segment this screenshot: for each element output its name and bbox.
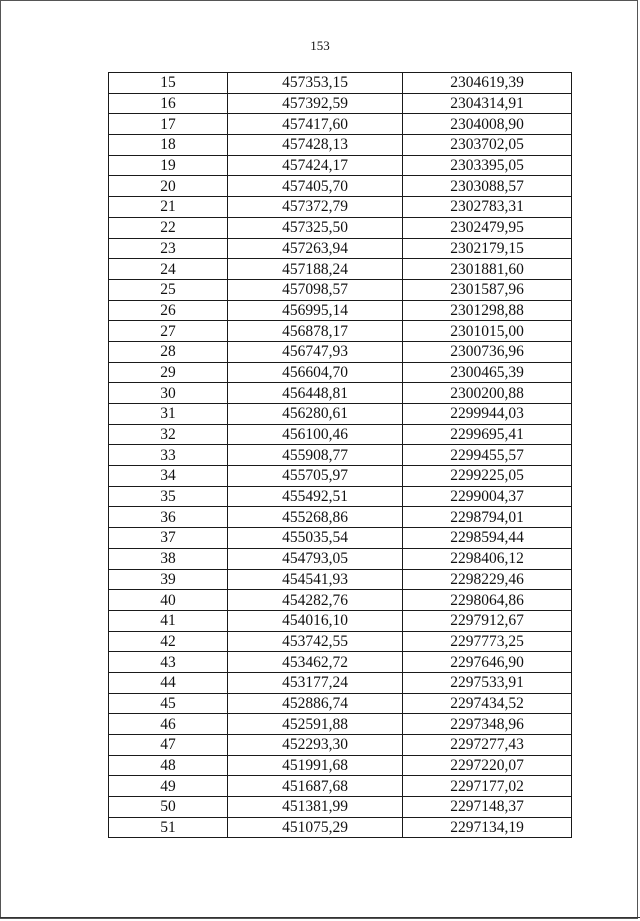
point-number-cell: 38 [109,548,228,569]
x-coordinate-cell: 452886,74 [228,693,403,714]
y-coordinate-cell: 2303088,57 [403,176,572,197]
point-number-cell: 26 [109,300,228,321]
table-row [109,404,572,425]
y-coordinate-cell: 2298406,12 [403,548,572,569]
table-row [109,114,572,135]
point-number-cell: 31 [109,404,228,425]
table-row [109,445,572,466]
x-coordinate-cell: 453462,72 [228,652,403,673]
y-coordinate-cell: 2297220,07 [403,755,572,776]
y-coordinate-cell: 2298594,44 [403,528,572,549]
point-number-cell: 36 [109,507,228,528]
point-number-cell: 50 [109,797,228,818]
point-number-cell: 44 [109,672,228,693]
point-number-cell: 34 [109,466,228,487]
x-coordinate-cell: 454541,93 [228,569,403,590]
table-row [109,321,572,342]
table-row [109,300,572,321]
x-coordinate-cell: 457263,94 [228,238,403,259]
y-coordinate-cell: 2297773,25 [403,631,572,652]
y-coordinate-cell: 2299455,57 [403,445,572,466]
point-number-cell: 40 [109,590,228,611]
y-coordinate-cell: 2299225,05 [403,466,572,487]
page-bottom-line [0,917,640,918]
point-number-cell: 15 [109,73,228,94]
table-row [109,279,572,300]
x-coordinate-cell: 451381,99 [228,797,403,818]
y-coordinate-cell: 2301015,00 [403,321,572,342]
y-coordinate-cell: 2303395,05 [403,155,572,176]
x-coordinate-cell: 457392,59 [228,93,403,114]
point-number-cell: 25 [109,279,228,300]
y-coordinate-cell: 2304619,39 [403,73,572,94]
x-coordinate-cell: 455268,86 [228,507,403,528]
point-number-cell: 30 [109,383,228,404]
x-coordinate-cell: 456100,46 [228,424,403,445]
x-coordinate-cell: 453177,24 [228,672,403,693]
y-coordinate-cell: 2302479,95 [403,217,572,238]
y-coordinate-cell: 2302179,15 [403,238,572,259]
x-coordinate-cell: 457325,50 [228,217,403,238]
y-coordinate-cell: 2297277,43 [403,735,572,756]
table-row [109,259,572,280]
y-coordinate-cell: 2297148,37 [403,797,572,818]
x-coordinate-cell: 452293,30 [228,735,403,756]
table-row [109,155,572,176]
x-coordinate-cell: 451687,68 [228,776,403,797]
y-coordinate-cell: 2300736,96 [403,341,572,362]
point-number-cell: 20 [109,176,228,197]
point-number-cell: 42 [109,631,228,652]
y-coordinate-cell: 2297177,02 [403,776,572,797]
x-coordinate-cell: 454282,76 [228,590,403,611]
x-coordinate-cell: 457417,60 [228,114,403,135]
table-row [109,466,572,487]
y-coordinate-cell: 2301587,96 [403,279,572,300]
x-coordinate-cell: 453742,55 [228,631,403,652]
table-row [109,755,572,776]
table-row [109,652,572,673]
y-coordinate-cell: 2297646,90 [403,652,572,673]
y-coordinate-cell: 2298229,46 [403,569,572,590]
y-coordinate-cell: 2301298,88 [403,300,572,321]
y-coordinate-cell: 2299695,41 [403,424,572,445]
x-coordinate-cell: 454016,10 [228,610,403,631]
y-coordinate-cell: 2297912,67 [403,610,572,631]
y-coordinate-cell: 2298794,01 [403,507,572,528]
x-coordinate-cell: 456280,61 [228,404,403,425]
table-row [109,817,572,838]
table-row [109,383,572,404]
table-row [109,672,572,693]
y-coordinate-cell: 2297134,19 [403,817,572,838]
table-row [109,590,572,611]
x-coordinate-cell: 456747,93 [228,341,403,362]
table-row [109,93,572,114]
page-number: 153 [310,38,330,53]
table-row [109,217,572,238]
point-number-cell: 27 [109,321,228,342]
point-number-cell: 47 [109,735,228,756]
point-number-cell: 46 [109,714,228,735]
y-coordinate-cell: 2300465,39 [403,362,572,383]
x-coordinate-cell: 455705,97 [228,466,403,487]
x-coordinate-cell: 455492,51 [228,486,403,507]
point-number-cell: 17 [109,114,228,135]
x-coordinate-cell: 457424,17 [228,155,403,176]
x-coordinate-cell: 452591,88 [228,714,403,735]
point-number-cell: 33 [109,445,228,466]
y-coordinate-cell: 2298064,86 [403,590,572,611]
y-coordinate-cell: 2304008,90 [403,114,572,135]
table-row [109,548,572,569]
x-coordinate-cell: 451991,68 [228,755,403,776]
x-coordinate-cell: 454793,05 [228,548,403,569]
point-number-cell: 28 [109,341,228,362]
y-coordinate-cell: 2303702,05 [403,135,572,156]
x-coordinate-cell: 457428,13 [228,135,403,156]
table-row [109,797,572,818]
table-row [109,528,572,549]
point-number-cell: 21 [109,197,228,218]
table-row [109,776,572,797]
table-row [109,362,572,383]
point-number-cell: 41 [109,610,228,631]
table-row [109,714,572,735]
y-coordinate-cell: 2302783,31 [403,197,572,218]
point-number-cell: 29 [109,362,228,383]
table-row [109,735,572,756]
point-number-cell: 37 [109,528,228,549]
point-number-cell: 35 [109,486,228,507]
table-row [109,73,572,94]
x-coordinate-cell: 456448,81 [228,383,403,404]
table-row [109,238,572,259]
point-number-cell: 23 [109,238,228,259]
table-row [109,507,572,528]
table-row [109,176,572,197]
table-row [109,197,572,218]
point-number-cell: 49 [109,776,228,797]
point-number-cell: 48 [109,755,228,776]
x-coordinate-cell: 457098,57 [228,279,403,300]
point-number-cell: 19 [109,155,228,176]
point-number-cell: 43 [109,652,228,673]
y-coordinate-cell: 2301881,60 [403,259,572,280]
table-row [109,486,572,507]
y-coordinate-cell: 2300200,88 [403,383,572,404]
x-coordinate-cell: 451075,29 [228,817,403,838]
y-coordinate-cell: 2297533,91 [403,672,572,693]
x-coordinate-cell: 455908,77 [228,445,403,466]
y-coordinate-cell: 2299004,37 [403,486,572,507]
table-row [109,341,572,362]
table-row [109,610,572,631]
y-coordinate-cell: 2304314,91 [403,93,572,114]
point-number-cell: 51 [109,817,228,838]
point-number-cell: 24 [109,259,228,280]
table-row [109,569,572,590]
point-number-cell: 18 [109,135,228,156]
point-number-cell: 45 [109,693,228,714]
y-coordinate-cell: 2299944,03 [403,404,572,425]
coordinates-table [108,72,572,838]
x-coordinate-cell: 456604,70 [228,362,403,383]
point-number-cell: 32 [109,424,228,445]
table-row [109,424,572,445]
x-coordinate-cell: 455035,54 [228,528,403,549]
x-coordinate-cell: 457188,24 [228,259,403,280]
point-number-cell: 16 [109,93,228,114]
table-row [109,135,572,156]
x-coordinate-cell: 457353,15 [228,73,403,94]
table-row [109,631,572,652]
x-coordinate-cell: 456995,14 [228,300,403,321]
point-number-cell: 22 [109,217,228,238]
table-row [109,693,572,714]
coordinates-table-body [109,73,572,838]
x-coordinate-cell: 456878,17 [228,321,403,342]
x-coordinate-cell: 457405,70 [228,176,403,197]
y-coordinate-cell: 2297434,52 [403,693,572,714]
y-coordinate-cell: 2297348,96 [403,714,572,735]
x-coordinate-cell: 457372,79 [228,197,403,218]
point-number-cell: 39 [109,569,228,590]
